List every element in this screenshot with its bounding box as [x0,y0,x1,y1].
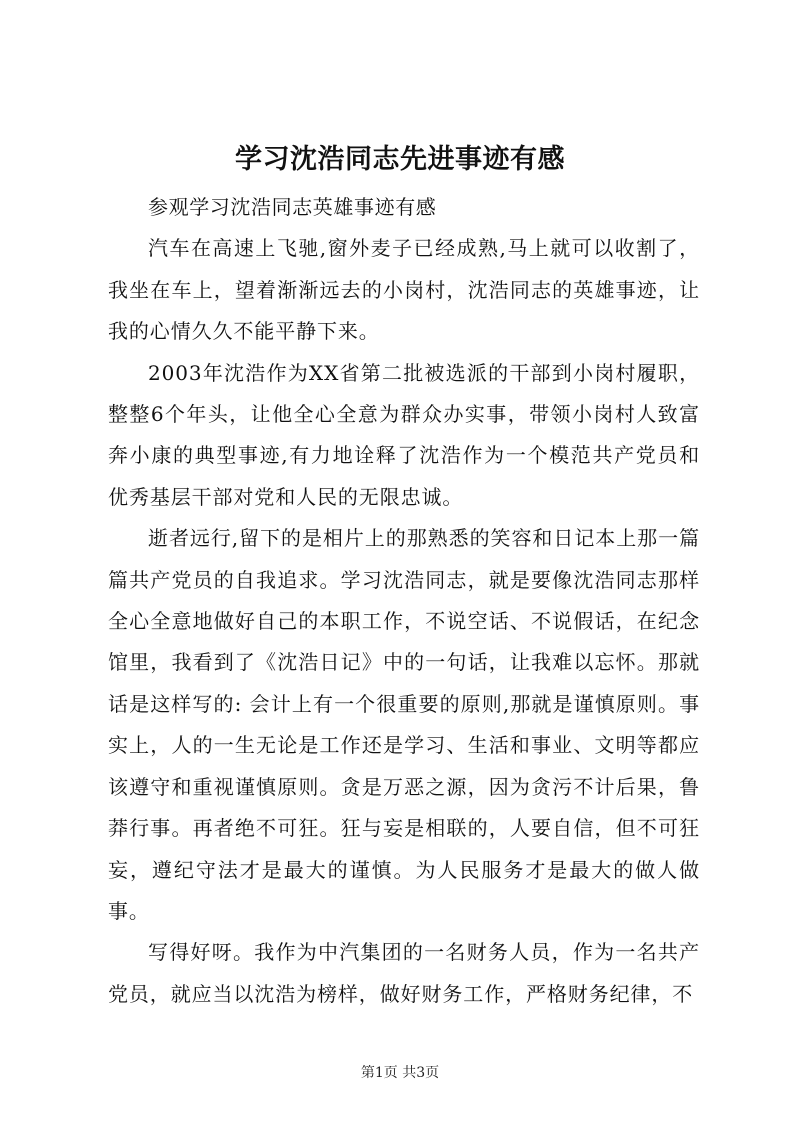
page-number-footer: 第1页 共3页 [360,1065,440,1081]
body-paragraph: 逝者远行,留下的是相片上的那熟悉的笑容和日记本上那一篇篇共产党员的自我追求。学习沈浩同志，就是要像沈浩同志那样全心全意地做好自己的本职工作，不说空话、不说假话，在纪念馆里，我看到了《沈浩日记》中的一句话，让我难以忘怀。那就话是这样写的: 会计上有一个很重要的原则,那就是谨慎原则。事实上，人的一生无论是工作还是学习、生活和事业、文明等都应该遵守和重视谨慎原则。贪是万恶之源，因为贪污不计后果，鲁莽行事。再者绝不可狂。狂与妄是相联的，人要自信，但不可狂妄，遵纪守法才是最大的谨慎。为人民服务才是最大的做人做事。 [108,526,700,923]
document-body [108,187,700,1015]
body-paragraph: 写得好呀。我作为中汽集团的一名财务人员，作为一名共产党员，就应当以沈浩为榜样，做好财务工作，严格财务纪律，不 [108,940,700,1006]
body-paragraph: 汽车在高速上飞驰,窗外麦子已经成熟,马上就可以收割了，我坐在车上，望着渐渐远去的小岗村，沈浩同志的英雄事迹，让我的心情久久不能平静下来。 [108,236,700,344]
body-paragraph: 2003年沈浩作为XX省第二批被选派的干部到小岗村履职，整整6个年头，让他全心全意为群众办实事，带领小岗村人致富奔小康的典型事迹,有力地诠释了沈浩作为一个模范共产党员和优秀基层干部对党和人民的无限忠诚。 [108,360,700,509]
subtitle-paragraph: 参观学习沈浩同志英雄事迹有感 [148,195,437,219]
document-title: 学习沈浩同志先进事迹有感 [235,144,565,175]
